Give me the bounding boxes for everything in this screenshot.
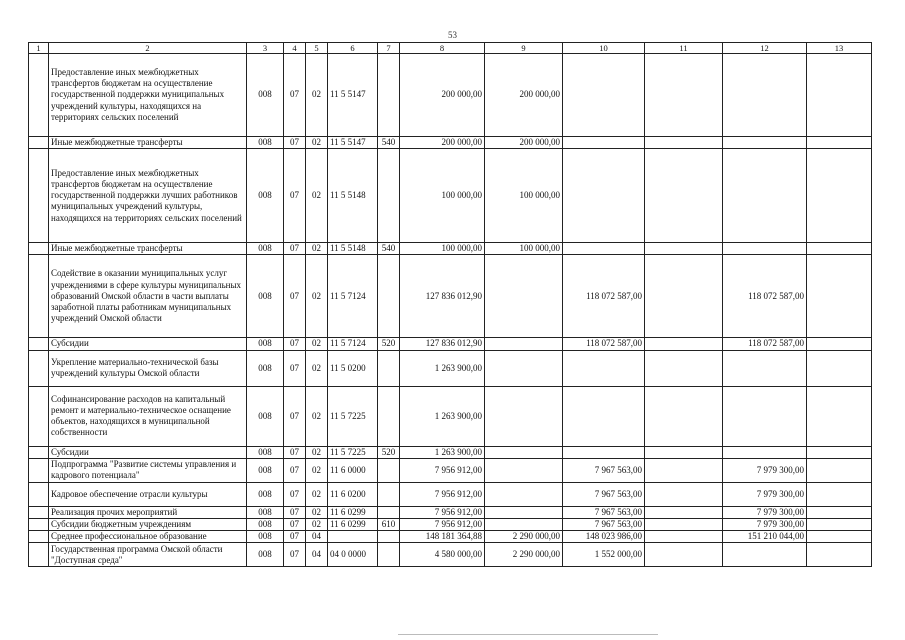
row-cell-c11 [645, 519, 723, 531]
row-cell-c11 [645, 458, 723, 482]
row-cell-c3: 008 [247, 531, 284, 543]
row-index-cell [29, 458, 49, 482]
row-cell-c10: 148 023 986,00 [563, 531, 645, 543]
row-cell-c12: 118 072 587,00 [723, 255, 807, 338]
row-cell-c10: 7 967 563,00 [563, 519, 645, 531]
row-cell-c7 [378, 54, 400, 137]
row-name-cell: Подпрограмма "Развитие системы управления и кадрового потенциала" [49, 458, 247, 482]
row-cell-c12: 7 979 300,00 [723, 519, 807, 531]
row-cell-c6: 11 5 5147 [328, 137, 378, 149]
row-cell-c4: 07 [284, 386, 306, 446]
row-cell-c11 [645, 506, 723, 518]
row-cell-c10: 118 072 587,00 [563, 338, 645, 350]
row-name-cell: Укрепление материально-технической базы учреждений культуры Омской области [49, 350, 247, 386]
row-cell-c13 [807, 350, 872, 386]
row-cell-c8: 148 181 364,88 [400, 531, 485, 543]
row-cell-c10 [563, 243, 645, 255]
row-cell-c9: 100 000,00 [485, 243, 563, 255]
row-cell-c7 [378, 350, 400, 386]
row-cell-c4: 07 [284, 482, 306, 506]
row-cell-c12: 7 979 300,00 [723, 458, 807, 482]
row-index-cell [29, 338, 49, 350]
row-cell-c9 [485, 386, 563, 446]
row-cell-c6: 04 0 0000 [328, 543, 378, 567]
header-cell: 1 [29, 43, 49, 54]
row-index-cell [29, 255, 49, 338]
row-cell-c6: 11 5 5148 [328, 149, 378, 243]
row-index-cell [29, 149, 49, 243]
row-cell-c5: 02 [306, 482, 328, 506]
row-index-cell [29, 482, 49, 506]
row-cell-c6: 11 5 7124 [328, 338, 378, 350]
row-cell-c4: 07 [284, 338, 306, 350]
row-cell-c11 [645, 255, 723, 338]
row-index-cell [29, 506, 49, 518]
row-cell-c13 [807, 519, 872, 531]
row-cell-c3: 008 [247, 446, 284, 458]
row-cell-c11 [645, 350, 723, 386]
row-cell-c11 [645, 338, 723, 350]
row-cell-c4: 07 [284, 255, 306, 338]
row-cell-c5: 02 [306, 137, 328, 149]
page-number: 53 [448, 30, 457, 40]
row-cell-c3: 008 [247, 243, 284, 255]
row-cell-c5: 04 [306, 531, 328, 543]
row-cell-c9 [485, 338, 563, 350]
row-cell-c10: 7 967 563,00 [563, 482, 645, 506]
row-cell-c7 [378, 531, 400, 543]
row-cell-c13 [807, 543, 872, 567]
row-cell-c13 [807, 137, 872, 149]
row-index-cell [29, 531, 49, 543]
row-cell-c6: 11 6 0200 [328, 482, 378, 506]
row-cell-c8: 4 580 000,00 [400, 543, 485, 567]
row-cell-c6: 11 6 0000 [328, 458, 378, 482]
row-name-cell: Иные межбюджетные трансферты [49, 243, 247, 255]
row-name-cell: Предоставление иных межбюджетных трансфертов бюджетам на осуществление государственной поддержки муниципальных учреждений культуры, находящихся на территориях сельских поселений [49, 54, 247, 137]
row-cell-c12: 7 979 300,00 [723, 506, 807, 518]
row-name-cell: Содействие в оказании муниципальных услуг учреждениями в сфере культуры муниципальных образований Омской области в части выплаты заработной платы работникам муниципальных учреждений Омской области [49, 255, 247, 338]
row-cell-c11 [645, 137, 723, 149]
row-name-cell: Субсидии бюджетным учреждениям [49, 519, 247, 531]
row-name-cell: Софинансирование расходов на капитальный ремонт и материально-техническое оснащение объектов, находящихся в муниципальной собственности [49, 386, 247, 446]
table-row [29, 255, 872, 338]
row-cell-c5: 02 [306, 338, 328, 350]
row-cell-c3: 008 [247, 338, 284, 350]
row-cell-c11 [645, 531, 723, 543]
row-cell-c10 [563, 386, 645, 446]
row-cell-c7: 520 [378, 338, 400, 350]
row-name-cell: Предоставление иных межбюджетных трансфертов бюджетам на осуществление государственной поддержки лучших работников муниципальных учреждений культуры, находящихся на территориях сельских поселений [49, 149, 247, 243]
row-cell-c4: 07 [284, 506, 306, 518]
row-cell-c12: 118 072 587,00 [723, 338, 807, 350]
row-cell-c10: 118 072 587,00 [563, 255, 645, 338]
table-row [29, 506, 872, 518]
row-cell-c7: 540 [378, 137, 400, 149]
row-index-cell [29, 519, 49, 531]
row-cell-c4: 07 [284, 519, 306, 531]
row-cell-c3: 008 [247, 482, 284, 506]
row-cell-c5: 02 [306, 255, 328, 338]
row-cell-c13 [807, 386, 872, 446]
row-cell-c8: 7 956 912,00 [400, 506, 485, 518]
row-cell-c10 [563, 137, 645, 149]
header-cell: 8 [400, 43, 485, 54]
row-name-cell: Субсидии [49, 446, 247, 458]
row-index-cell [29, 243, 49, 255]
row-cell-c6: 11 5 7225 [328, 386, 378, 446]
row-cell-c10: 7 967 563,00 [563, 458, 645, 482]
row-cell-c3: 008 [247, 350, 284, 386]
row-cell-c5: 02 [306, 458, 328, 482]
row-cell-c9: 100 000,00 [485, 149, 563, 243]
column-number-row [29, 43, 872, 54]
row-cell-c11 [645, 446, 723, 458]
row-name-cell: Государственная программа Омской области "Доступная среда" [49, 543, 247, 567]
table-row [29, 149, 872, 243]
row-cell-c6: 11 5 0200 [328, 350, 378, 386]
header-cell: 2 [49, 43, 247, 54]
row-cell-c10: 7 967 563,00 [563, 506, 645, 518]
row-cell-c4: 07 [284, 54, 306, 137]
row-cell-c8: 127 836 012,90 [400, 255, 485, 338]
row-cell-c4: 07 [284, 350, 306, 386]
row-cell-c5: 04 [306, 543, 328, 567]
row-cell-c6 [328, 531, 378, 543]
table-row [29, 386, 872, 446]
table-row [29, 531, 872, 543]
row-cell-c13 [807, 243, 872, 255]
row-cell-c13 [807, 531, 872, 543]
row-index-cell [29, 350, 49, 386]
row-cell-c3: 008 [247, 458, 284, 482]
row-cell-c9: 2 290 000,00 [485, 543, 563, 567]
row-cell-c3: 008 [247, 255, 284, 338]
row-cell-c8: 200 000,00 [400, 137, 485, 149]
row-cell-c8: 200 000,00 [400, 54, 485, 137]
row-cell-c6: 11 6 0299 [328, 519, 378, 531]
row-index-cell [29, 54, 49, 137]
row-cell-c13 [807, 338, 872, 350]
row-cell-c13 [807, 482, 872, 506]
row-cell-c12 [723, 446, 807, 458]
row-cell-c3: 008 [247, 506, 284, 518]
table-row [29, 137, 872, 149]
row-cell-c6: 11 5 7225 [328, 446, 378, 458]
row-cell-c12 [723, 386, 807, 446]
row-cell-c11 [645, 543, 723, 567]
budget-table [28, 42, 872, 567]
row-cell-c10 [563, 446, 645, 458]
row-cell-c4: 07 [284, 243, 306, 255]
row-cell-c8: 1 263 900,00 [400, 446, 485, 458]
row-cell-c9: 2 290 000,00 [485, 531, 563, 543]
row-cell-c4: 07 [284, 149, 306, 243]
row-cell-c9 [485, 446, 563, 458]
row-cell-c12 [723, 350, 807, 386]
row-index-cell [29, 446, 49, 458]
row-name-cell: Реализация прочих мероприятий [49, 506, 247, 518]
row-cell-c7 [378, 543, 400, 567]
table-row [29, 350, 872, 386]
row-cell-c7 [378, 255, 400, 338]
row-cell-c12: 7 979 300,00 [723, 482, 807, 506]
header-cell: 4 [284, 43, 306, 54]
table-row [29, 243, 872, 255]
row-cell-c8: 7 956 912,00 [400, 519, 485, 531]
row-cell-c3: 008 [247, 137, 284, 149]
row-cell-c5: 02 [306, 386, 328, 446]
row-cell-c12: 151 210 044,00 [723, 531, 807, 543]
row-cell-c7: 540 [378, 243, 400, 255]
row-cell-c12 [723, 137, 807, 149]
header-cell: 12 [723, 43, 807, 54]
row-name-cell: Субсидии [49, 338, 247, 350]
row-cell-c7 [378, 458, 400, 482]
header-cell: 13 [807, 43, 872, 54]
row-cell-c5: 02 [306, 54, 328, 137]
header-cell: 3 [247, 43, 284, 54]
row-cell-c5: 02 [306, 506, 328, 518]
table-row [29, 458, 872, 482]
row-cell-c7 [378, 149, 400, 243]
header-cell: 6 [328, 43, 378, 54]
row-cell-c9 [485, 255, 563, 338]
row-index-cell [29, 386, 49, 446]
row-cell-c13 [807, 506, 872, 518]
row-cell-c13 [807, 149, 872, 243]
row-cell-c13 [807, 458, 872, 482]
row-cell-c10 [563, 350, 645, 386]
row-name-cell: Иные межбюджетные трансферты [49, 137, 247, 149]
row-cell-c8: 1 263 900,00 [400, 350, 485, 386]
row-cell-c5: 02 [306, 519, 328, 531]
table-row [29, 54, 872, 137]
row-cell-c10 [563, 54, 645, 137]
row-cell-c5: 02 [306, 149, 328, 243]
header-cell: 5 [306, 43, 328, 54]
row-cell-c6: 11 6 0299 [328, 506, 378, 518]
row-cell-c9 [485, 350, 563, 386]
row-cell-c12 [723, 54, 807, 137]
row-cell-c12 [723, 543, 807, 567]
row-cell-c9 [485, 458, 563, 482]
row-cell-c7 [378, 506, 400, 518]
row-cell-c10 [563, 149, 645, 243]
row-cell-c7 [378, 482, 400, 506]
row-cell-c8: 127 836 012,90 [400, 338, 485, 350]
row-cell-c5: 02 [306, 446, 328, 458]
row-cell-c3: 008 [247, 386, 284, 446]
row-cell-c5: 02 [306, 243, 328, 255]
row-index-cell [29, 543, 49, 567]
row-cell-c5: 02 [306, 350, 328, 386]
row-cell-c6: 11 5 5147 [328, 54, 378, 137]
row-cell-c10: 1 552 000,00 [563, 543, 645, 567]
row-cell-c7: 610 [378, 519, 400, 531]
header-cell: 7 [378, 43, 400, 54]
row-cell-c8: 7 956 912,00 [400, 458, 485, 482]
row-cell-c11 [645, 386, 723, 446]
table-row [29, 338, 872, 350]
row-cell-c8: 7 956 912,00 [400, 482, 485, 506]
row-cell-c7 [378, 386, 400, 446]
header-cell: 11 [645, 43, 723, 54]
row-cell-c8: 1 263 900,00 [400, 386, 485, 446]
row-cell-c9 [485, 519, 563, 531]
row-cell-c6: 11 5 7124 [328, 255, 378, 338]
row-cell-c11 [645, 243, 723, 255]
scan-artifact-line [398, 634, 658, 635]
row-cell-c6: 11 5 5148 [328, 243, 378, 255]
row-cell-c4: 07 [284, 543, 306, 567]
row-cell-c4: 07 [284, 137, 306, 149]
row-cell-c3: 008 [247, 543, 284, 567]
row-cell-c4: 07 [284, 458, 306, 482]
row-cell-c9 [485, 482, 563, 506]
row-cell-c12 [723, 243, 807, 255]
header-cell: 10 [563, 43, 645, 54]
row-name-cell: Среднее профессиональное образование [49, 531, 247, 543]
row-cell-c13 [807, 446, 872, 458]
row-cell-c8: 100 000,00 [400, 243, 485, 255]
table-row [29, 543, 872, 567]
row-cell-c4: 07 [284, 446, 306, 458]
row-cell-c11 [645, 482, 723, 506]
row-index-cell [29, 137, 49, 149]
row-cell-c4: 07 [284, 531, 306, 543]
row-cell-c9: 200 000,00 [485, 54, 563, 137]
row-cell-c3: 008 [247, 519, 284, 531]
row-cell-c11 [645, 149, 723, 243]
table-row [29, 482, 872, 506]
row-cell-c3: 008 [247, 54, 284, 137]
row-cell-c8: 100 000,00 [400, 149, 485, 243]
row-cell-c11 [645, 54, 723, 137]
header-cell: 9 [485, 43, 563, 54]
row-cell-c12 [723, 149, 807, 243]
row-cell-c13 [807, 54, 872, 137]
row-cell-c9 [485, 506, 563, 518]
row-cell-c7: 520 [378, 446, 400, 458]
row-name-cell: Кадровое обеспечение отрасли культуры [49, 482, 247, 506]
table-row [29, 519, 872, 531]
row-cell-c3: 008 [247, 149, 284, 243]
row-cell-c9: 200 000,00 [485, 137, 563, 149]
row-cell-c13 [807, 255, 872, 338]
table-row [29, 446, 872, 458]
